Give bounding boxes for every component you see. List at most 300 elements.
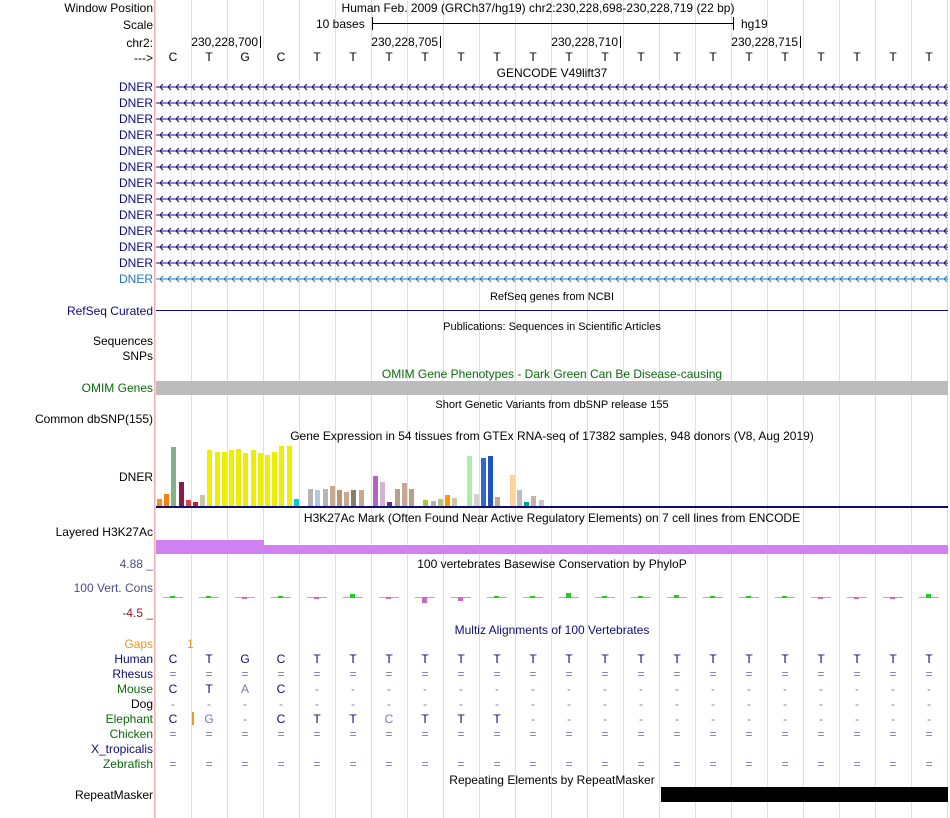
gtex-tissue-bar[interactable] (258, 453, 263, 506)
gtex-tissue-bar[interactable] (323, 489, 328, 506)
alignment-base: = (277, 667, 285, 681)
phylop-score-bar[interactable] (782, 596, 787, 598)
chrom-label: chr2: (126, 36, 153, 50)
gencode-transcript-label[interactable]: DNER (118, 272, 153, 286)
gencode-transcript-intron[interactable] (156, 224, 948, 238)
alignment-base: C (168, 682, 178, 696)
gtex-tissue-bar[interactable] (157, 499, 162, 506)
base-letter: T (421, 50, 429, 64)
alignment-base: = (205, 757, 213, 771)
alignment-base: = (205, 667, 213, 681)
alignment-base: C (276, 652, 286, 666)
phylop-score-bar[interactable] (638, 596, 643, 598)
alignment-base: - (783, 682, 787, 696)
alignment-base: - (495, 682, 499, 696)
alignment-base: = (817, 727, 825, 741)
phylop-chart[interactable] (156, 566, 948, 620)
alignment-base: - (747, 712, 751, 726)
alignment-base: - (783, 712, 787, 726)
alignment-base: T (673, 652, 681, 666)
alignment-base: C (168, 652, 178, 666)
publications-sequences-label[interactable]: Sequences (92, 334, 153, 348)
gtex-tissue-bar[interactable] (287, 446, 292, 506)
gtex-tissue-bar[interactable] (279, 446, 284, 506)
alignment-base: = (493, 727, 501, 741)
phylop-score-bar[interactable] (530, 596, 535, 598)
gencode-transcript-intron[interactable] (156, 160, 948, 174)
gtex-tissue-bar[interactable] (402, 483, 407, 506)
alignment-base: = (313, 757, 321, 771)
base-letter: T (637, 50, 645, 64)
gtex-tissue-bar[interactable] (164, 494, 169, 506)
alignment-base: = (709, 667, 717, 681)
gtex-label[interactable]: DNER (118, 470, 153, 484)
alignment-base: - (747, 697, 751, 711)
omim-title: OMIM Gene Phenotypes - Dark Green Can Be Disease-causing (381, 367, 723, 381)
species-label[interactable]: Chicken (109, 727, 153, 741)
gtex-title: Gene Expression in 54 tissues from GTEx RNA-seq of 17382 samples, 948 donors (V8, Aug 2019) (290, 429, 814, 443)
gtex-tissue-bar[interactable] (236, 449, 241, 506)
gtex-tissue-bar[interactable] (445, 495, 450, 506)
alignment-base: - (927, 682, 931, 696)
gencode-transcript-label[interactable]: DNER (118, 176, 153, 190)
alignment-base: - (531, 697, 535, 711)
gencode-transcript-intron[interactable] (156, 80, 948, 94)
base-letter: T (529, 50, 537, 64)
gtex-tissue-bar[interactable] (510, 475, 515, 506)
base-letter: T (817, 50, 825, 64)
base-letter: T (313, 50, 321, 64)
gtex-tissue-bar[interactable] (395, 489, 400, 506)
alignment-base: - (243, 697, 247, 711)
alignment-base: = (745, 757, 753, 771)
alignment-base: = (709, 757, 717, 771)
phylop-score-bar[interactable] (746, 596, 751, 598)
alignment-base: - (747, 682, 751, 696)
gtex-bar-chart[interactable] (156, 444, 948, 506)
alignment-base: - (711, 682, 715, 696)
alignment-base: = (529, 757, 537, 771)
phylop-score-bar[interactable] (278, 596, 283, 598)
gtex-tissue-bar[interactable] (272, 452, 277, 506)
alignment-base: = (745, 667, 753, 681)
alignment-base: - (459, 697, 463, 711)
alignment-base: T (457, 652, 465, 666)
alignment-base: - (891, 682, 895, 696)
alignment-base: T (313, 652, 321, 666)
gencode-transcript-label[interactable]: DNER (118, 112, 153, 126)
phylop-score-bar[interactable] (314, 597, 319, 599)
gtex-tissue-bar[interactable] (229, 450, 234, 506)
alignment-base: - (387, 697, 391, 711)
gencode-transcript-intron[interactable] (156, 240, 948, 254)
base-letter: T (205, 50, 213, 64)
position-tick-label: 230,228,715 (731, 35, 798, 49)
phylop-label[interactable]: 100 Vert. Cons (73, 581, 153, 595)
gtex-gene-line (156, 506, 948, 508)
gencode-transcript-label[interactable]: DNER (118, 208, 153, 222)
alignment-base: T (205, 652, 213, 666)
alignment-base: = (853, 757, 861, 771)
phylop-score-bar[interactable] (458, 597, 463, 601)
h3k27ac-signal-high[interactable] (156, 540, 264, 554)
alignment-base: - (351, 682, 355, 696)
alignment-base: = (637, 727, 645, 741)
alignment-base: = (241, 667, 249, 681)
alignment-base: = (457, 757, 465, 771)
gencode-transcript-intron[interactable] (156, 128, 948, 142)
alignment-base: - (639, 682, 643, 696)
insertion-marker (192, 712, 194, 725)
alignment-base: - (387, 682, 391, 696)
phylop-score-bar[interactable] (422, 597, 427, 603)
position-tick-mark (440, 36, 441, 48)
gtex-tissue-bar[interactable] (409, 489, 414, 506)
gencode-transcript-label[interactable]: DNER (118, 96, 153, 110)
gencode-transcript-intron[interactable] (156, 144, 948, 158)
alignment-base: = (169, 667, 177, 681)
alignment-base: - (711, 712, 715, 726)
alignment-base: = (457, 667, 465, 681)
gtex-tissue-bar[interactable] (315, 490, 320, 506)
gtex-tissue-bar[interactable] (531, 496, 536, 506)
gtex-tissue-bar[interactable] (373, 476, 378, 506)
repeatmasker-label[interactable]: RepeatMasker (74, 788, 153, 802)
alignment-base: - (675, 697, 679, 711)
gtex-tissue-bar[interactable] (200, 495, 205, 506)
gtex-tissue-bar[interactable] (488, 456, 493, 506)
alignment-base: = (781, 757, 789, 771)
repeatmasker-element[interactable] (661, 787, 948, 802)
alignment-base: - (855, 682, 859, 696)
gencode-title: GENCODE V49lift37 (496, 66, 608, 80)
alignment-base: - (279, 697, 283, 711)
alignment-base: = (853, 727, 861, 741)
alignment-base: - (243, 712, 247, 726)
gtex-tissue-bar[interactable] (265, 455, 270, 506)
alignment-base: = (385, 727, 393, 741)
phylop-score-bar[interactable] (602, 596, 607, 598)
alignment-base: - (603, 712, 607, 726)
gaps-value: 1 (187, 637, 194, 651)
alignment-base: = (889, 757, 897, 771)
gtex-tissue-bar[interactable] (243, 453, 248, 506)
alignment-base: C (168, 712, 178, 726)
species-label[interactable]: Zebrafish (102, 757, 153, 771)
position-tick-label: 230,228,710 (551, 35, 618, 49)
alignment-base: = (493, 667, 501, 681)
gencode-transcript-intron[interactable] (156, 192, 948, 206)
position-tick-mark (260, 36, 261, 48)
gtex-tissue-bar[interactable] (481, 458, 486, 506)
alignment-base: = (241, 727, 249, 741)
refseq-label[interactable]: RefSeq Curated (66, 304, 153, 318)
alignment-base: - (603, 682, 607, 696)
gtex-tissue-bar[interactable] (474, 494, 479, 506)
db-name: hg19 (741, 17, 768, 31)
gtex-tissue-bar[interactable] (294, 499, 299, 506)
gtex-tissue-bar[interactable] (251, 450, 256, 506)
base-letter: T (493, 50, 501, 64)
base-letter: T (781, 50, 789, 64)
base-letter: G (240, 50, 250, 64)
h3k27ac-signal[interactable] (264, 545, 948, 554)
alignment-base: - (315, 682, 319, 696)
phylop-score-bar[interactable] (818, 597, 823, 599)
alignment-base: = (277, 727, 285, 741)
strand-label: ---> (134, 51, 153, 65)
alignment-base: = (601, 667, 609, 681)
alignment-base: - (423, 682, 427, 696)
base-letter: T (457, 50, 465, 64)
alignment-base: = (313, 667, 321, 681)
alignment-base: - (639, 697, 643, 711)
alignment-base: = (277, 757, 285, 771)
repeatmasker-title: Repeating Elements by RepeatMasker (449, 773, 655, 787)
position-tick-mark (620, 36, 621, 48)
alignment-base: T (637, 652, 645, 666)
alignment-base: - (567, 712, 571, 726)
alignment-base: = (421, 727, 429, 741)
alignment-base: - (639, 712, 643, 726)
phylop-score-bar[interactable] (386, 597, 391, 599)
base-letter: T (925, 50, 933, 64)
alignment-base: - (567, 682, 571, 696)
alignment-base: = (349, 667, 357, 681)
phylop-score-bar[interactable] (350, 594, 355, 598)
base-letter: T (673, 50, 681, 64)
gtex-tissue-bar[interactable] (171, 447, 176, 506)
alignment-base: T (205, 682, 213, 696)
species-label[interactable]: Mouse (116, 682, 153, 696)
alignment-base: = (169, 727, 177, 741)
alignment-base: T (457, 712, 465, 726)
alignment-base: - (927, 712, 931, 726)
alignment-base: = (673, 727, 681, 741)
alignment-base: = (385, 667, 393, 681)
window-position-label: Window Position (64, 1, 153, 15)
gtex-tissue-bar[interactable] (337, 490, 342, 506)
gaps-label: Gaps (124, 637, 153, 651)
alignment-base: - (675, 712, 679, 726)
dbsnp-label[interactable]: Common dbSNP(155) (34, 412, 153, 426)
base-letter: T (385, 50, 393, 64)
alignment-base: = (421, 757, 429, 771)
gtex-tissue-bar[interactable] (438, 499, 443, 506)
gencode-transcript-intron[interactable] (156, 272, 948, 286)
species-label[interactable]: Human (114, 652, 153, 666)
base-letter: T (889, 50, 897, 64)
gencode-transcript-intron[interactable] (156, 112, 948, 126)
alignment-base: = (817, 757, 825, 771)
gencode-transcript-label[interactable]: DNER (118, 128, 153, 142)
gtex-tissue-bar[interactable] (359, 490, 364, 506)
alignment-base: - (567, 697, 571, 711)
phylop-score-bar[interactable] (710, 596, 715, 598)
multiz-title: Multiz Alignments of 100 Vertebrates (454, 623, 650, 637)
gtex-tissue-bar[interactable] (351, 490, 356, 506)
alignment-base: - (351, 697, 355, 711)
gencode-transcript-label[interactable]: DNER (118, 80, 153, 94)
gencode-transcript-label[interactable]: DNER (118, 224, 153, 238)
alignment-base: = (529, 667, 537, 681)
base-letter: C (276, 50, 286, 64)
alignment-base: - (891, 712, 895, 726)
alignment-base: = (313, 727, 321, 741)
omim-label[interactable]: OMIM Genes (81, 381, 153, 395)
alignment-base: = (385, 757, 393, 771)
gtex-tissue-bar[interactable] (380, 482, 385, 506)
alignment-base: = (709, 727, 717, 741)
alignment-base: T (349, 652, 357, 666)
h3k27ac-label[interactable]: Layered H3K27Ac (55, 525, 153, 539)
alignment-base: - (855, 697, 859, 711)
alignment-base: - (459, 682, 463, 696)
publications-snps-label[interactable]: SNPs (122, 349, 153, 363)
base-letter: T (853, 50, 861, 64)
species-label[interactable]: Dog (130, 697, 153, 711)
alignment-base: - (927, 697, 931, 711)
alignment-base: T (745, 652, 753, 666)
h3k27ac-title: H3K27Ac Mark (Often Found Near Active Regulatory Elements) on 7 cell lines from ENCODE (303, 511, 801, 525)
alignment-base: = (925, 727, 933, 741)
position-tick-label: 230,228,705 (371, 35, 438, 49)
refseq-title: RefSeq genes from NCBI (489, 291, 615, 303)
alignment-base: = (169, 757, 177, 771)
gencode-transcript-intron[interactable] (156, 256, 948, 270)
gencode-transcript-label[interactable]: DNER (118, 240, 153, 254)
refseq-gene-line[interactable] (156, 310, 948, 311)
alignment-base: = (565, 757, 573, 771)
alignment-base: = (241, 757, 249, 771)
base-letter: T (601, 50, 609, 64)
alignment-base: - (531, 712, 535, 726)
gtex-tissue-bar[interactable] (344, 492, 349, 506)
alignment-base: = (601, 757, 609, 771)
alignment-base: - (423, 697, 427, 711)
alignment-base: = (889, 667, 897, 681)
alignment-base: T (313, 712, 321, 726)
base-letter: T (349, 50, 357, 64)
alignment-base: = (853, 667, 861, 681)
alignment-base: - (819, 697, 823, 711)
gencode-transcript-label[interactable]: DNER (118, 256, 153, 270)
alignment-base: = (817, 667, 825, 681)
alignment-base: C (276, 682, 286, 696)
phylop-score-bar[interactable] (890, 597, 895, 599)
scale-bar (372, 23, 734, 24)
gtex-tissue-bar[interactable] (179, 482, 184, 506)
alignment-base: = (925, 757, 933, 771)
alignment-base: T (601, 652, 609, 666)
gtex-tissue-bar[interactable] (215, 452, 220, 506)
scale-bar-right-tick (733, 17, 734, 30)
alignment-base: T (709, 652, 717, 666)
alignment-base: - (603, 697, 607, 711)
alignment-base: = (349, 727, 357, 741)
alignment-base: = (565, 667, 573, 681)
base-letter: T (745, 50, 753, 64)
alignment-base: = (673, 757, 681, 771)
alignment-base: T (889, 652, 897, 666)
alignment-base: = (637, 757, 645, 771)
base-letter: T (565, 50, 573, 64)
alignment-base: - (531, 682, 535, 696)
gtex-tissue-bar[interactable] (452, 498, 457, 506)
alignment-base: G (240, 652, 250, 666)
alignment-base: - (819, 682, 823, 696)
species-label[interactable]: Elephant (105, 712, 153, 726)
phylop-title: 100 vertebrates Basewise Conservation by PhyloP (417, 557, 687, 571)
gtex-tissue-bar[interactable] (495, 497, 500, 506)
phylop-score-bar[interactable] (926, 594, 931, 598)
phylop-score-bar[interactable] (674, 595, 679, 598)
assembly-title: Human Feb. 2009 (GRCh37/hg19) chr2:230,228,698-230,228,719 (22 bp) (341, 1, 735, 15)
gtex-tissue-bar[interactable] (207, 450, 212, 506)
phylop-max-label: 4.88 _ (119, 557, 153, 571)
species-label[interactable]: Rhesus (112, 667, 153, 681)
base-letter: T (709, 50, 717, 64)
gtex-tissue-bar[interactable] (467, 456, 472, 506)
phylop-score-bar[interactable] (494, 596, 499, 598)
alignment-base: = (637, 667, 645, 681)
gencode-transcript-intron[interactable] (156, 208, 948, 222)
scale-text: 10 bases (316, 17, 365, 31)
species-label[interactable]: X_tropicalis (90, 742, 153, 756)
gencode-transcript-label[interactable]: DNER (118, 160, 153, 174)
alignment-base: C (384, 712, 394, 726)
gencode-transcript-intron[interactable] (156, 96, 948, 110)
alignment-base: = (493, 757, 501, 771)
publications-title: Publications: Sequences in Scientific Articles (443, 321, 661, 333)
alignment-base: T (385, 652, 393, 666)
alignment-base: T (421, 652, 429, 666)
alignment-base: T (817, 652, 825, 666)
alignment-base: C (276, 712, 286, 726)
gtex-tissue-bar[interactable] (222, 452, 227, 506)
gtex-tissue-bar[interactable] (308, 489, 313, 506)
gencode-transcript-intron[interactable] (156, 176, 948, 190)
alignment-base: = (889, 727, 897, 741)
alignment-base: T (493, 712, 501, 726)
alignment-base: T (853, 652, 861, 666)
gencode-transcript-label[interactable]: DNER (118, 192, 153, 206)
phylop-score-bar[interactable] (206, 596, 211, 598)
phylop-min-label: -4.5 _ (122, 606, 153, 620)
alignment-base: - (891, 697, 895, 711)
alignment-base: - (711, 697, 715, 711)
gtex-tissue-bar[interactable] (517, 490, 522, 506)
phylop-score-bar[interactable] (566, 593, 571, 598)
base-letter: C (168, 50, 178, 64)
gtex-tissue-bar[interactable] (330, 486, 335, 506)
alignment-base: = (925, 667, 933, 681)
phylop-score-bar[interactable] (854, 597, 859, 599)
phylop-score-bar[interactable] (242, 597, 247, 599)
gencode-transcript-label[interactable]: DNER (118, 144, 153, 158)
alignment-base: - (495, 697, 499, 711)
alignment-base: T (349, 712, 357, 726)
omim-feature[interactable] (156, 381, 948, 395)
alignment-base: T (565, 652, 573, 666)
phylop-score-bar[interactable] (170, 596, 175, 598)
alignment-base: = (457, 727, 465, 741)
alignment-base: = (349, 757, 357, 771)
alignment-base: = (529, 727, 537, 741)
alignment-base: - (207, 697, 211, 711)
alignment-base: T (529, 652, 537, 666)
alignment-base: - (675, 682, 679, 696)
